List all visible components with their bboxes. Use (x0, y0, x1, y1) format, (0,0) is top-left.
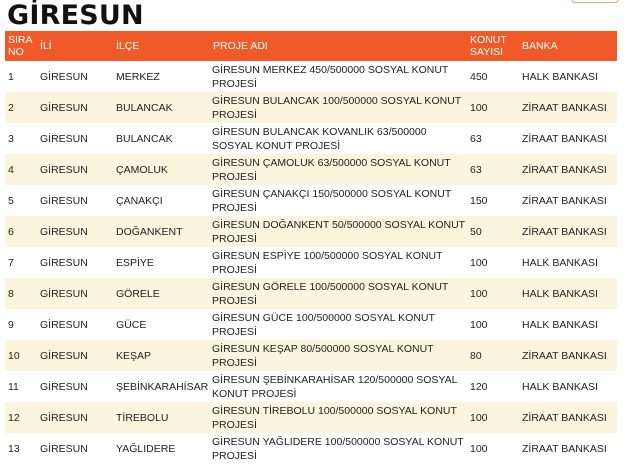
cell-proje-adi: GİRESUN ESPİYE 100/500000 SOSYAL KONUT PROJESİ (212, 249, 443, 276)
cell-konut-sayisi: 100 (470, 287, 488, 300)
cell-proje-adi: GİRESUN ÇANAKÇI 150/500000 SOSYAL KONUT PROJESİ (212, 187, 452, 214)
table-header-row (5, 31, 617, 61)
cell-sira-no: 1 (8, 70, 14, 83)
cell-sira-no: 11 (8, 380, 19, 393)
cell-konut-sayisi: 100 (470, 411, 488, 424)
cell-banka: HALK BANKASI (522, 380, 598, 393)
cell-banka: ZİRAAT BANKASI (522, 349, 607, 362)
table-row (5, 278, 617, 309)
cell-sira-no: 13 (8, 442, 20, 455)
cell-banka: HALK BANKASI (522, 70, 598, 83)
cell-ilce: BULANCAK (116, 101, 173, 114)
cell-konut-sayisi: 50 (470, 225, 482, 238)
cell-banka: HALK BANKASI (522, 287, 598, 300)
cell-ilce: ESPİYE (116, 256, 154, 269)
cell-sira-no: 2 (8, 101, 14, 114)
col-header-il: İLİ (40, 40, 52, 52)
cell-ilce: ÇANAKÇI (116, 194, 163, 207)
cell-sira-no: 6 (8, 225, 14, 238)
cell-banka: ZİRAAT BANKASI (522, 163, 607, 176)
cell-ilce: DOĞANKENT (116, 225, 183, 238)
cell-banka: ZİRAAT BANKASI (522, 225, 607, 238)
cell-il: GİRESUN (40, 70, 88, 83)
table-row (5, 92, 617, 123)
table-row (5, 154, 617, 185)
cell-proje-adi: GİRESUN GÜCE 100/500000 SOSYAL KONUT PROJESİ (212, 311, 435, 338)
table-row (5, 309, 617, 340)
cell-sira-no: 3 (8, 132, 14, 145)
cell-banka: ZİRAAT BANKASI (522, 101, 607, 114)
cell-konut-sayisi: 63 (470, 163, 482, 176)
page-title: GİRESUN (7, 0, 144, 31)
cell-ilce: ÇAMOLUK (116, 163, 168, 176)
cell-konut-sayisi: 150 (470, 194, 488, 207)
cell-konut-sayisi: 100 (470, 318, 488, 331)
cell-il: GİRESUN (40, 194, 88, 207)
cell-sira-no: 9 (8, 318, 14, 331)
cell-il: GİRESUN (40, 101, 88, 114)
cell-ilce: MERKEZ (116, 70, 160, 83)
cell-ilce: ŞEBİNKARAHİSAR (116, 380, 209, 393)
cell-konut-sayisi: 120 (470, 380, 488, 393)
cell-banka: ZİRAAT BANKASI (522, 411, 607, 424)
cell-sira-no: 10 (8, 349, 20, 362)
cell-banka: ZİRAAT BANKASI (522, 194, 607, 207)
cell-sira-no: 4 (8, 163, 14, 176)
cell-il: GİRESUN (40, 163, 88, 176)
table-row (5, 61, 617, 92)
cell-ilce: TİREBOLU (116, 411, 169, 424)
table-row (5, 216, 617, 247)
cell-ilce: GÜCE (116, 318, 147, 331)
cell-konut-sayisi: 100 (470, 256, 488, 269)
cell-ilce: KEŞAP (116, 349, 152, 362)
cell-ilce: BULANCAK (116, 132, 173, 145)
table-row (5, 247, 617, 278)
cell-sira-no: 8 (8, 287, 14, 300)
corner-tab[interactable] (571, 0, 619, 3)
cell-proje-adi: GİRESUN ÇAMOLUK 63/500000 SOSYAL KONUT PROJESİ (212, 156, 451, 183)
cell-sira-no: 12 (8, 411, 20, 424)
cell-il: GİRESUN (40, 225, 88, 238)
cell-proje-adi: GİRESUN ŞEBİNKARAHİSAR 120/500000 SOSYAL KONUT PROJESİ (212, 373, 458, 400)
cell-banka: ZİRAAT BANKASI (522, 132, 607, 145)
table-row (5, 340, 617, 371)
cell-sira-no: 7 (8, 256, 14, 269)
table-row (5, 433, 617, 464)
col-header-proje-adi: PROJE ADI (213, 40, 268, 52)
cell-proje-adi: GİRESUN GÖRELE 100/500000 SOSYAL KONUT PROJESİ (212, 280, 449, 307)
col-header-konut-sayisi: KONUT SAYISI (470, 34, 507, 58)
cell-ilce: GÖRELE (116, 287, 160, 300)
table-row (5, 123, 617, 154)
table-row (5, 371, 617, 402)
cell-proje-adi: GİRESUN YAĞLIDERE 100/500000 SOSYAL KONUT PROJESİ (212, 435, 464, 462)
cell-konut-sayisi: 450 (470, 70, 488, 83)
cell-il: GİRESUN (40, 349, 88, 362)
cell-konut-sayisi: 100 (470, 101, 488, 114)
cell-banka: ZİRAAT BANKASI (522, 442, 607, 455)
table-row (5, 185, 617, 216)
cell-proje-adi: GİRESUN DOĞANKENT 50/500000 SOSYAL KONUT PROJESİ (212, 218, 465, 245)
cell-il: GİRESUN (40, 411, 88, 424)
table-row (5, 402, 617, 433)
col-header-ilce: İLÇE (116, 40, 140, 52)
cell-il: GİRESUN (40, 287, 88, 300)
projects-table (5, 31, 617, 464)
cell-konut-sayisi: 80 (470, 349, 482, 362)
cell-proje-adi: GİRESUN MERKEZ 450/500000 SOSYAL KONUT PROJESİ (212, 63, 449, 90)
cell-ilce: YAĞLIDERE (116, 442, 176, 455)
cell-il: GİRESUN (40, 318, 88, 331)
cell-proje-adi: GİRESUN BULANCAK KOVANLIK 63/500000 SOSYAL KONUT PROJESİ (212, 125, 427, 152)
cell-banka: HALK BANKASI (522, 318, 598, 331)
cell-banka: HALK BANKASI (522, 256, 598, 269)
cell-proje-adi: GİRESUN KEŞAP 80/500000 SOSYAL KONUT PROJESİ (212, 342, 434, 369)
cell-konut-sayisi: 63 (470, 132, 482, 145)
cell-il: GİRESUN (40, 380, 88, 393)
cell-sira-no: 5 (8, 194, 14, 207)
cell-il: GİRESUN (40, 442, 88, 455)
cell-il: GİRESUN (40, 132, 88, 145)
cell-proje-adi: GİRESUN BULANCAK 100/500000 SOSYAL KONUT PROJESİ (212, 94, 461, 121)
col-header-sira-no: SIRA NO (8, 34, 32, 58)
cell-proje-adi: GİRESUN TİREBOLU 100/500000 SOSYAL KONUT PROJESİ (212, 404, 457, 431)
cell-il: GİRESUN (40, 256, 88, 269)
cell-konut-sayisi: 100 (470, 442, 488, 455)
col-header-banka: BANKA (522, 40, 558, 52)
